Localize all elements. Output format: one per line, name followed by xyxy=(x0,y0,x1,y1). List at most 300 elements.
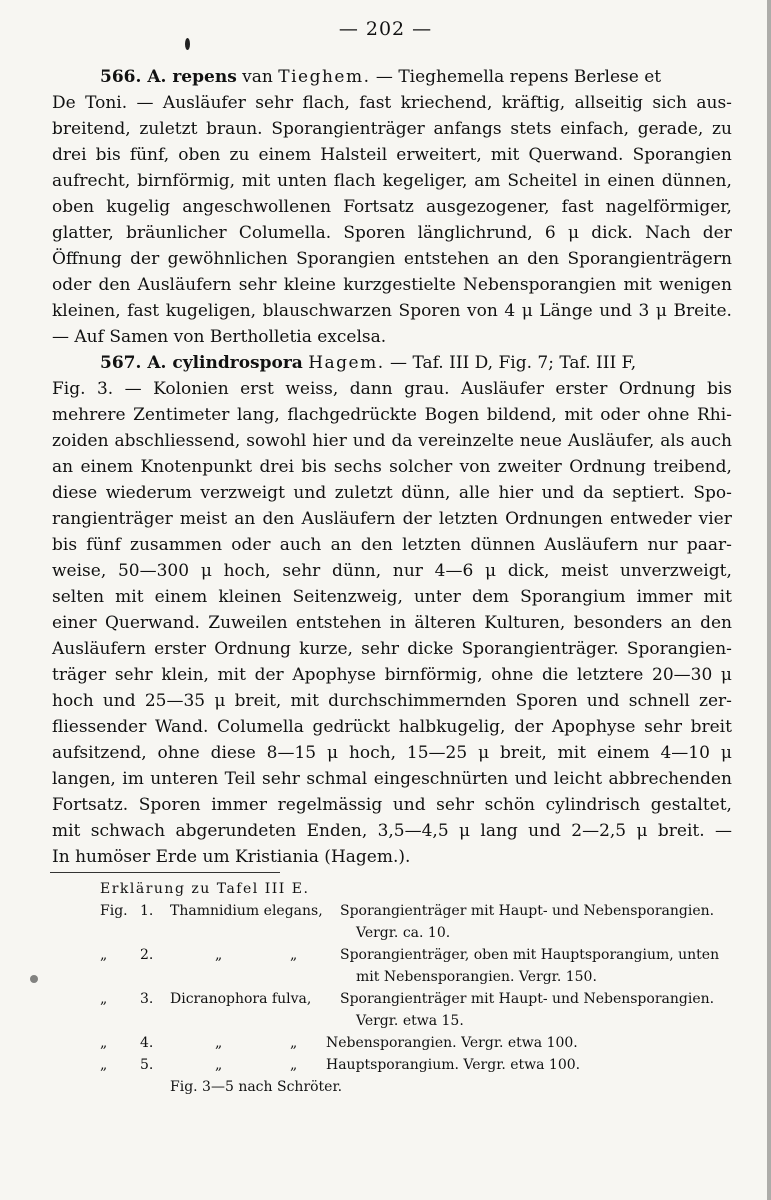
word: μ xyxy=(200,561,212,581)
word: letztere xyxy=(577,665,644,685)
word: kriechend, xyxy=(400,93,493,113)
word: als xyxy=(660,431,685,451)
word: glatter, xyxy=(52,223,114,243)
word: hier xyxy=(312,431,347,451)
word: sehr xyxy=(436,795,475,815)
word: allseitig xyxy=(574,93,643,113)
word: den xyxy=(98,275,131,295)
fig-number: 1. xyxy=(140,903,154,919)
ditto-mark: „ xyxy=(290,1057,298,1073)
word: von xyxy=(459,457,491,477)
word: Öffnung xyxy=(52,249,122,269)
word: zusammen xyxy=(130,535,223,555)
word: bildend, xyxy=(486,405,557,425)
word: hoch, xyxy=(348,743,397,763)
word: Fig. xyxy=(52,379,86,399)
word: sehr xyxy=(361,639,400,659)
text-line xyxy=(52,662,732,688)
word: Ausläufer xyxy=(162,93,246,113)
word: wenigen xyxy=(659,275,732,295)
fig-label: „ xyxy=(100,991,108,1007)
word: gestaltet, xyxy=(650,795,732,815)
word: μ xyxy=(567,223,580,243)
legend-row xyxy=(100,988,740,1010)
word: einem xyxy=(596,743,650,763)
word: 4—6 xyxy=(434,561,474,581)
word: oben xyxy=(178,145,221,165)
text-line xyxy=(52,64,732,90)
word: Wand. xyxy=(155,717,209,737)
word: 3. xyxy=(96,379,114,399)
word: μ xyxy=(720,743,732,763)
word: vier xyxy=(698,509,732,529)
fig-label: „ xyxy=(100,947,108,963)
word: sehr xyxy=(114,665,153,685)
species-name: A. cylindrospora xyxy=(147,353,303,373)
word: immer xyxy=(211,795,268,815)
word: mit xyxy=(564,405,593,425)
word: μ xyxy=(720,665,732,685)
word: breit, xyxy=(234,691,282,711)
word: auch xyxy=(279,535,322,555)
word: 20—30 xyxy=(652,665,713,685)
word: durchschimmernden xyxy=(328,691,507,711)
word: gedrückt xyxy=(312,717,391,737)
word: Länge xyxy=(539,301,593,321)
word: 6 xyxy=(544,223,556,243)
word: Teil xyxy=(224,769,256,789)
word: — xyxy=(714,821,732,841)
word: breitend, xyxy=(52,119,131,139)
word: nur xyxy=(647,535,678,555)
word: mit xyxy=(557,743,587,763)
word: diese xyxy=(52,483,98,503)
word: entstehen xyxy=(295,613,382,633)
word: dick. xyxy=(591,223,633,243)
word: zweiter xyxy=(497,457,562,477)
word: schnell xyxy=(628,691,690,711)
word: 8—15 xyxy=(266,743,317,763)
word: und xyxy=(293,483,327,503)
word: Sporangien xyxy=(296,249,396,269)
word: Scheitel xyxy=(507,171,578,191)
word: dünn, xyxy=(401,483,451,503)
word: flach, xyxy=(302,93,350,113)
text-line xyxy=(52,636,732,662)
word: kleine xyxy=(283,275,336,295)
text-line xyxy=(52,116,732,142)
word: kleinen xyxy=(218,587,282,607)
species-number: 566. xyxy=(100,67,148,87)
word: und xyxy=(599,301,632,321)
word: schön xyxy=(484,795,536,815)
word: mehrere xyxy=(52,405,126,425)
word: und xyxy=(102,691,136,711)
word: Bogen xyxy=(424,405,480,425)
word: flach xyxy=(333,171,376,191)
fig-description-continued: Vergr. etwa 15. xyxy=(356,1013,464,1029)
text-line xyxy=(52,506,732,532)
word: oder xyxy=(231,535,271,555)
word: angeschwollenen xyxy=(182,197,332,217)
word: Fortsatz xyxy=(343,197,414,217)
footnote-rule xyxy=(50,872,280,873)
word: flachgedrückte xyxy=(287,405,417,425)
word: einfach, xyxy=(560,119,629,139)
word: mit xyxy=(241,171,271,191)
text-line xyxy=(52,90,732,116)
word: hoch, xyxy=(223,561,271,581)
word: Fortsatz. xyxy=(52,795,129,815)
legend-row xyxy=(100,900,740,922)
word: immer xyxy=(636,587,693,607)
species-number: 567. xyxy=(100,353,148,373)
word: Ordnung xyxy=(618,379,696,399)
word: Enden, xyxy=(306,821,368,841)
plate-legend xyxy=(100,878,740,1098)
word: oder xyxy=(52,275,92,295)
text-line xyxy=(52,818,732,844)
word: bis xyxy=(301,457,327,477)
word: regelmässig xyxy=(277,795,383,815)
word: den xyxy=(700,613,732,633)
word: 2—2,5 xyxy=(571,821,627,841)
word: μ xyxy=(521,301,533,321)
fig-number: 2. xyxy=(140,947,154,963)
word: kugelig xyxy=(106,197,171,217)
word: Rhi- xyxy=(697,405,732,425)
word: abgerundeten xyxy=(175,821,297,841)
word: unten xyxy=(277,171,327,191)
text-line xyxy=(52,714,732,740)
word: einem xyxy=(80,457,134,477)
word: Ausläufern xyxy=(544,535,639,555)
word: an xyxy=(330,535,352,555)
word: fliessender xyxy=(52,717,147,737)
word: zer- xyxy=(699,691,732,711)
word: da xyxy=(582,483,604,503)
word: Querwand. xyxy=(104,613,200,633)
word: wiederum xyxy=(105,483,192,503)
word: letzten xyxy=(402,535,462,555)
word: und xyxy=(541,483,575,503)
word: der xyxy=(702,223,732,243)
word: μ xyxy=(458,821,471,841)
word: breit. xyxy=(657,821,705,841)
word: Ordnung xyxy=(569,457,646,477)
word: erster xyxy=(154,639,207,659)
word: Sporangium xyxy=(520,587,626,607)
word: sehr xyxy=(238,275,277,295)
fig-number: 3. xyxy=(140,991,154,1007)
text-line xyxy=(52,350,732,376)
text-line xyxy=(52,584,732,610)
text-line xyxy=(52,454,732,480)
word: Ausläufern xyxy=(301,509,396,529)
word: zuletzt xyxy=(334,483,393,503)
word: fünf, xyxy=(129,145,170,165)
word: μ xyxy=(485,561,497,581)
word: breit, xyxy=(500,743,547,763)
word: treibend, xyxy=(653,457,732,477)
legend-title: Erklärung zu Tafel III E. xyxy=(100,881,310,897)
word: kurzgestielte xyxy=(343,275,456,295)
word: Kulturen, xyxy=(484,613,566,633)
word: solcher xyxy=(389,457,453,477)
word: Querwand. xyxy=(528,145,624,165)
text-line xyxy=(52,688,732,714)
word: 4 xyxy=(504,301,516,321)
word: unter xyxy=(413,587,461,607)
word: — xyxy=(136,93,154,113)
word: meist xyxy=(561,561,609,581)
word: ausgezogener, xyxy=(425,197,550,217)
text-line xyxy=(52,168,732,194)
word: bis xyxy=(706,379,732,399)
word: Kolonien xyxy=(153,379,229,399)
text-line xyxy=(52,220,732,246)
word: Ausläufer, xyxy=(567,431,655,451)
word: einem xyxy=(154,587,208,607)
word: aufsitzend, xyxy=(52,743,147,763)
word: unverzweigt, xyxy=(620,561,732,581)
word: sehr xyxy=(255,93,294,113)
word: sowohl xyxy=(246,431,307,451)
word: und xyxy=(514,769,548,789)
word: kugeligen, xyxy=(165,301,257,321)
text-line xyxy=(52,324,732,350)
word: bis xyxy=(52,535,78,555)
text-line xyxy=(52,428,732,454)
word: De xyxy=(52,93,76,113)
word: sich xyxy=(652,93,687,113)
text-run: In humöser Erde um Kristiania (Hagem.). xyxy=(52,847,411,867)
word: blauschwarzen xyxy=(262,301,392,321)
word: cylindrisch xyxy=(545,795,641,815)
species-name: A. repens xyxy=(147,67,237,87)
word: Columella xyxy=(217,717,304,737)
word: Halsteil xyxy=(320,145,388,165)
text-line xyxy=(52,792,732,818)
word: der xyxy=(514,717,544,737)
word: länglichrund, xyxy=(417,223,533,243)
word: in xyxy=(389,613,407,633)
text-run: van xyxy=(236,67,279,87)
word: fast xyxy=(127,301,160,321)
ditto-mark: „ xyxy=(215,947,223,963)
word: gerade, xyxy=(637,119,704,139)
word: lang, xyxy=(237,405,280,425)
word: kurze, xyxy=(299,639,353,659)
fig-species: Dicranophora fulva, xyxy=(170,991,312,1007)
word: Zentimeter xyxy=(133,405,230,425)
word: Ordnung xyxy=(214,639,291,659)
word: langen, xyxy=(52,769,116,789)
word: erst xyxy=(240,379,274,399)
word: bis xyxy=(95,145,121,165)
word: Toni. xyxy=(85,93,128,113)
word: 3,5—4,5 xyxy=(377,821,449,841)
word: weise, xyxy=(52,561,107,581)
word: dünn, xyxy=(332,561,382,581)
text-line xyxy=(52,246,732,272)
word: Apophyse xyxy=(292,665,376,685)
word: verzweigt xyxy=(200,483,285,503)
ink-speck xyxy=(30,975,38,983)
word: Sporangien xyxy=(632,145,732,165)
word: septiert. xyxy=(612,483,685,503)
word: von xyxy=(467,301,498,321)
word: im xyxy=(122,769,144,789)
word: weiss, xyxy=(285,379,339,399)
word: Sporen xyxy=(398,301,461,321)
word: unteren xyxy=(150,769,219,789)
word: leicht xyxy=(553,769,603,789)
word: μ xyxy=(478,743,490,763)
word: oder xyxy=(600,405,640,425)
word: 4—10 xyxy=(660,743,710,763)
word: Ausläufern xyxy=(52,639,146,659)
word: Seitenzweig, xyxy=(292,587,403,607)
word: Knotenpunkt xyxy=(140,457,253,477)
word: meist xyxy=(179,509,228,529)
word: mit xyxy=(217,665,246,685)
ditto-mark: „ xyxy=(215,1057,223,1073)
word: kegeliger, xyxy=(382,171,468,191)
word: entweder xyxy=(609,509,692,529)
fig-species: Thamnidium elegans, xyxy=(170,903,323,919)
text-line xyxy=(52,610,732,636)
word: den xyxy=(360,535,393,555)
text-line xyxy=(52,532,732,558)
word: schmal xyxy=(306,769,368,789)
ditto-mark: „ xyxy=(290,1035,298,1051)
word: sehr xyxy=(262,769,300,789)
legend-footer: Fig. 3—5 nach Schröter. xyxy=(170,1079,343,1095)
word: die xyxy=(541,665,569,685)
word: an xyxy=(234,509,256,529)
word: 3 xyxy=(638,301,650,321)
text-line xyxy=(52,558,732,584)
word: fast xyxy=(561,197,594,217)
word: μ xyxy=(214,691,226,711)
word: stets xyxy=(510,119,552,139)
word: drei xyxy=(52,145,87,165)
fig-label: „ xyxy=(100,1057,108,1073)
word: bräunlicher xyxy=(126,223,227,243)
word: und xyxy=(392,795,426,815)
word: fast xyxy=(359,93,392,113)
word: Ausläufer xyxy=(461,379,544,399)
word: aufrecht, xyxy=(52,171,131,191)
word: 25—35 xyxy=(144,691,206,711)
text-line xyxy=(52,194,732,220)
fig-description-continued: Vergr. ca. 10. xyxy=(356,925,451,941)
word: vereinzelte xyxy=(418,431,514,451)
text-line xyxy=(52,480,732,506)
word: grau. xyxy=(404,379,450,399)
heading-run xyxy=(100,64,661,90)
word: paar- xyxy=(686,535,732,555)
word: μ xyxy=(655,301,667,321)
fig-label: „ xyxy=(100,1035,108,1051)
word: Sporangienträgern xyxy=(567,249,732,269)
word: gewöhnlichen xyxy=(167,249,288,269)
word: zu xyxy=(712,119,732,139)
text-run: — Tieghemella repens Berlese et xyxy=(370,67,662,87)
text-line xyxy=(52,740,732,766)
word: mit xyxy=(490,145,520,165)
fig-description: Sporangienträger mit Haupt- und Nebensporangien. xyxy=(340,903,715,919)
heading-run xyxy=(100,350,636,376)
word: μ xyxy=(327,743,339,763)
word: sechs xyxy=(333,457,382,477)
word: Breite. xyxy=(673,301,732,321)
word: dünnen, xyxy=(661,171,732,191)
word: Sporangienträger. xyxy=(461,639,619,659)
text-line xyxy=(52,142,732,168)
word: dünnen xyxy=(470,535,536,555)
word: Nebensporangien xyxy=(463,275,617,295)
word: am xyxy=(474,171,501,191)
ditto-mark: „ xyxy=(215,1035,223,1051)
word: anfangs xyxy=(433,119,502,139)
word: einen xyxy=(607,171,655,191)
word: der xyxy=(402,509,432,529)
word: Sporen xyxy=(343,223,406,243)
word: kleinen, xyxy=(52,301,121,321)
legend-row xyxy=(100,1032,740,1054)
fig-description-continued: mit Nebensporangien. Vergr. 150. xyxy=(356,969,597,985)
word: hier xyxy=(498,483,534,503)
body-text xyxy=(52,64,732,870)
word: entstehen xyxy=(403,249,490,269)
text-run: — Taf. III D, Fig. 7; Taf. III F, xyxy=(384,353,637,373)
word: Apophyse xyxy=(551,717,636,737)
word: mit xyxy=(623,275,652,295)
word: Ordnungen xyxy=(505,509,603,529)
word: der xyxy=(254,665,284,685)
word: diese xyxy=(210,743,256,763)
ditto-mark: „ xyxy=(290,947,298,963)
text-line xyxy=(52,376,732,402)
text-run: — Auf Samen von Bertholletia excelsa. xyxy=(52,327,387,347)
word: in xyxy=(584,171,601,191)
word: Sporangien- xyxy=(626,639,732,659)
word: 50—300 xyxy=(117,561,190,581)
word: mit xyxy=(115,587,144,607)
fig-description: Hauptsporangium. Vergr. etwa 100. xyxy=(326,1057,581,1073)
word: eingeschnürten xyxy=(373,769,509,789)
page-number: — 202 — xyxy=(338,18,433,40)
fig-description: Sporangienträger, oben mit Hauptsporangium, unten xyxy=(340,947,720,963)
word: oben xyxy=(52,197,95,217)
word: neue xyxy=(519,431,562,451)
word: ohne xyxy=(491,665,534,685)
word: den xyxy=(527,249,560,269)
word: den xyxy=(262,509,295,529)
fig-label: Fig. xyxy=(100,903,128,919)
word: ohne xyxy=(157,743,200,763)
legend-row xyxy=(100,944,740,966)
word: mit xyxy=(52,821,81,841)
word: lang xyxy=(480,821,518,841)
word: und xyxy=(528,821,561,841)
word: dann xyxy=(349,379,393,399)
word: an xyxy=(497,249,519,269)
text-line xyxy=(52,272,732,298)
word: träger xyxy=(52,665,107,685)
